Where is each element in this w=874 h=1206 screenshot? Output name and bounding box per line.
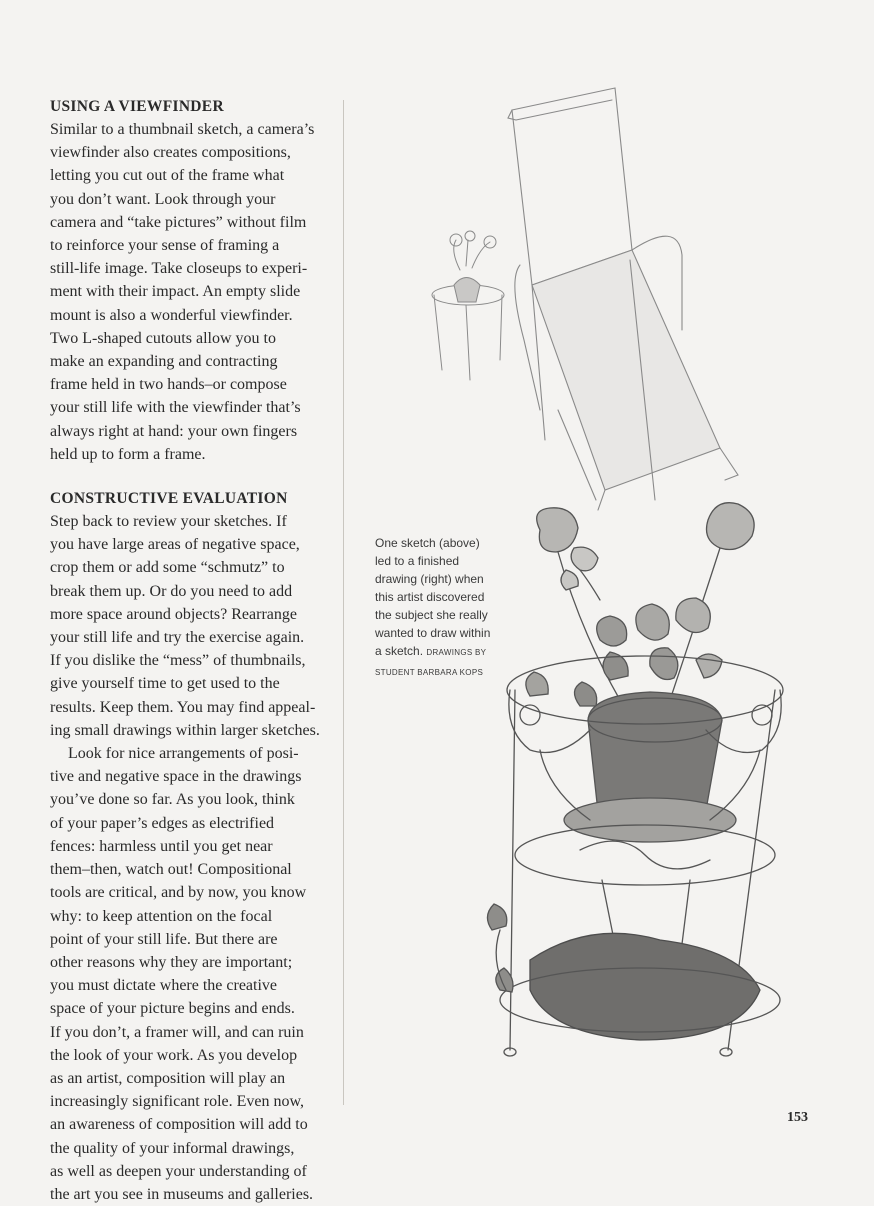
caption-line: wanted to draw within: [375, 626, 491, 640]
text-line: give yourself time to get used to the: [50, 675, 280, 693]
text-line: ment with their impact. An empty slide: [50, 283, 301, 301]
text-line: held up to form a frame.: [50, 445, 206, 463]
text-line: as well as deepen your understanding of: [50, 1162, 307, 1180]
evaluation-paragraph-1: [50, 510, 340, 742]
text-line: fences: harmless until you get near: [50, 837, 273, 855]
page-number: 153: [787, 1110, 808, 1125]
section-heading-viewfinder: USING A VIEWFINDER: [50, 98, 224, 115]
text-line: an awareness of composition will add to: [50, 1116, 308, 1134]
text-line: Similar to a thumbnail sketch, a camera’s: [50, 121, 315, 138]
text-line: results. Keep them. You may find appeal-: [50, 698, 316, 716]
text-line: you have large areas of negative space,: [50, 536, 300, 554]
text-line: you’ve done so far. As you look, think: [50, 791, 295, 809]
text-line: them–then, watch out! Compositional: [50, 861, 292, 879]
text-line: your still life and try the exercise again.: [50, 629, 305, 647]
text-line: If you dislike the “mess” of thumbnails,: [50, 652, 306, 670]
text-line: camera and “take pictures” without film: [50, 213, 307, 231]
text-line: you don’t want. Look through your: [50, 190, 276, 208]
text-line: still-life image. Take closeups to experi-: [50, 260, 308, 278]
text-line: to reinforce your sense of framing a: [50, 237, 280, 255]
caption-line: One sketch (above): [375, 536, 480, 550]
caption-line: a sketch.: [375, 644, 424, 658]
text-line: make an expanding and contracting: [50, 353, 278, 371]
text-line: viewfinder also creates compositions,: [50, 144, 291, 162]
text-line: as an artist, composition will play an: [50, 1069, 286, 1087]
text-line: mount is also a wonderful viewfinder.: [50, 306, 293, 324]
text-line: you must dictate where the creative: [50, 977, 278, 995]
caption-line: this artist discovered: [375, 590, 485, 604]
text-line: of your paper’s edges as electrified: [50, 814, 275, 832]
text-line: point of your still life. But there are: [50, 930, 278, 948]
text-line: If you don’t, a framer will, and can ruin: [50, 1023, 304, 1041]
caption-line: led to a finished: [375, 554, 460, 568]
text-line: tools are critical, and by now, you know: [50, 884, 307, 902]
text-line: ing small drawings within larger sketches.: [50, 721, 320, 739]
text-line: the art you see in museums and galleries.: [50, 1185, 314, 1203]
text-line: the look of your work. As you develop: [50, 1046, 298, 1064]
text-line: Step back to review your sketches. If: [50, 513, 287, 531]
text-line: crop them or add some “schmutz” to: [50, 559, 285, 577]
text-line: tive and negative space in the drawings: [50, 768, 302, 786]
text-line: letting you cut out of the frame what: [50, 167, 285, 185]
evaluation-paragraph-2: [50, 742, 340, 1206]
text-line: always right at hand: your own fingers: [50, 422, 298, 440]
plant-stand-drawing: [470, 490, 790, 1070]
text-line: the quality of your informal drawings,: [50, 1139, 295, 1157]
column-divider: [343, 100, 344, 1105]
text-line: other reasons why they are important;: [50, 953, 293, 971]
section-heading-evaluation: CONSTRUCTIVE EVALUATION: [50, 490, 288, 508]
text-line: more space around objects? Rearrange: [50, 605, 297, 623]
caption-line: drawing (right) when: [375, 572, 484, 586]
text-line: your still life with the viewfinder that’s: [50, 399, 301, 417]
caption-line: the subject she really: [375, 608, 488, 622]
text-line: break them up. Or do you need to add: [50, 582, 293, 600]
caption-credit: DRAWINGS BY: [426, 648, 487, 657]
caption-credit: STUDENT BARBARA KOPS: [375, 668, 484, 677]
text-line: Look for nice arrangements of posi-: [68, 745, 299, 763]
text-column: [50, 96, 340, 1206]
text-line: why: to keep attention on the focal: [50, 907, 273, 925]
viewfinder-paragraph: [50, 118, 340, 466]
text-line: Two L-shaped cutouts allow you to: [50, 329, 276, 347]
lounge-chair-sketch: [420, 80, 770, 520]
text-line: increasingly significant role. Even now,: [50, 1093, 304, 1111]
text-line: space of your picture begins and ends.: [50, 1000, 295, 1018]
text-line: frame held in two hands–or compose: [50, 376, 287, 394]
